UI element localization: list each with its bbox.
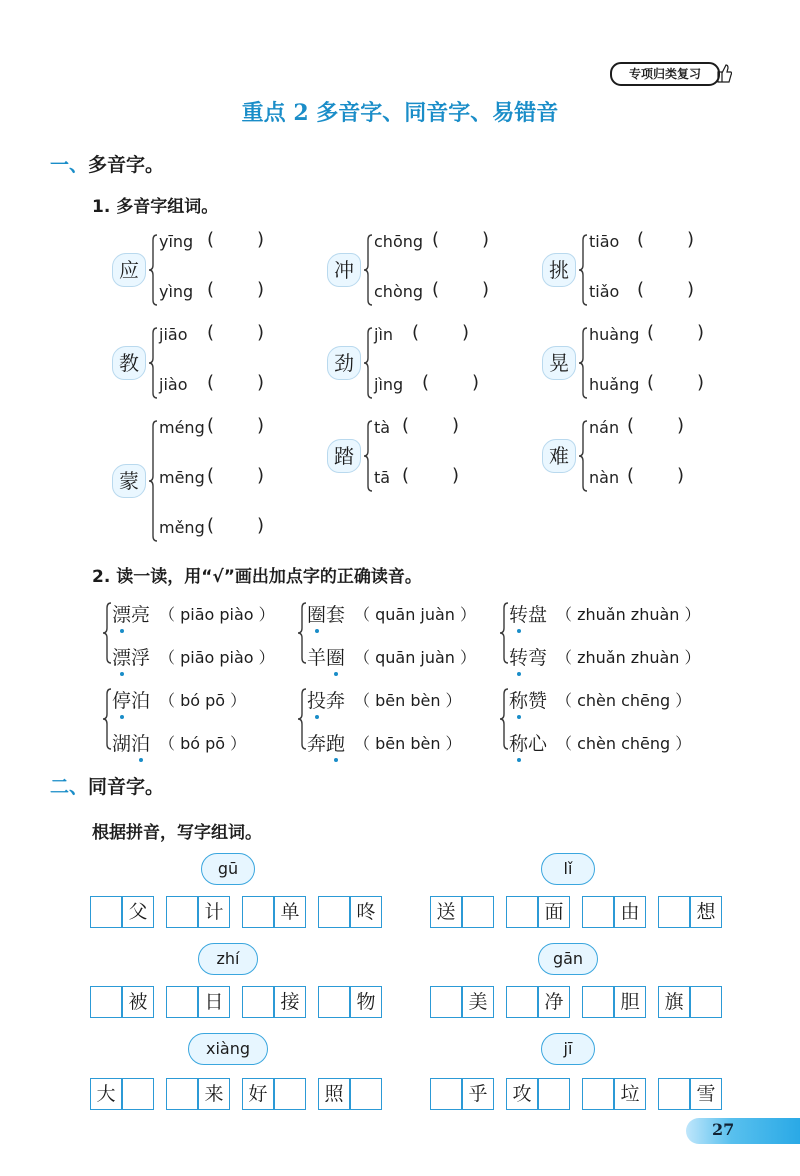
reading-options[interactable]: （ chèn chēng ） — [556, 734, 692, 753]
answer-cell[interactable] — [350, 1078, 382, 1110]
reading-options[interactable]: （ zhuǎn zhuàn ） — [556, 605, 701, 624]
dotted-word — [112, 729, 150, 756]
given-char-cell: 咚 — [350, 896, 382, 928]
dotted-word — [112, 600, 150, 627]
word-char: 浮 — [131, 647, 151, 669]
answer-cell[interactable] — [90, 986, 122, 1018]
pinyin-reading: měng — [159, 518, 205, 537]
answer-cell[interactable] — [462, 896, 494, 928]
brace-icon — [579, 420, 589, 492]
dotted-word — [307, 686, 345, 713]
answer-paren-open: ( — [432, 229, 440, 250]
given-char-cell: 父 — [122, 896, 154, 928]
answer-cell[interactable] — [582, 896, 614, 928]
given-char-cell: 想 — [690, 896, 722, 928]
dotted-char: 圈 — [326, 643, 345, 670]
answer-paren-close: ) — [462, 322, 470, 343]
word-char: 亮 — [131, 604, 151, 626]
brace-icon — [149, 234, 159, 306]
page-number: 27 — [712, 1120, 735, 1139]
thumbs-up-icon — [716, 60, 732, 84]
pinyin-cloud: gū — [201, 853, 255, 885]
answer-cell[interactable] — [242, 896, 274, 928]
pinyin-cloud: xiàng — [188, 1033, 268, 1065]
answer-paren-open: ( — [207, 372, 215, 393]
subsection-1-title: 1. 多音字组词。 — [92, 197, 219, 217]
reading-options[interactable]: （ bēn bèn ） — [354, 691, 462, 710]
answer-cell[interactable] — [318, 896, 350, 928]
reading-options[interactable]: （ zhuǎn zhuàn ） — [556, 648, 701, 667]
pinyin-cloud: gān — [538, 943, 598, 975]
answer-paren-open: ( — [402, 415, 410, 436]
pinyin-reading: yīng — [159, 232, 194, 251]
answer-cell[interactable] — [274, 1078, 306, 1110]
given-char-cell: 雪 — [690, 1078, 722, 1110]
reading-answer[interactable] — [374, 465, 494, 492]
answer-paren-close: ) — [257, 229, 265, 250]
polyphone-char: 难 — [542, 439, 576, 473]
pinyin-reading: nàn — [589, 468, 620, 487]
pinyin-reading: mēng — [159, 468, 205, 487]
answer-paren-close: ) — [257, 415, 265, 436]
answer-paren-open: ( — [207, 229, 215, 250]
answer-paren-open: ( — [432, 279, 440, 300]
reading-answer[interactable] — [589, 279, 709, 306]
answer-paren-close: ) — [687, 229, 695, 250]
answer-paren-open: ( — [207, 415, 215, 436]
answer-paren-close: ) — [257, 515, 265, 536]
pinyin-reading: jiāo — [159, 325, 188, 344]
reading-answer[interactable] — [159, 229, 279, 256]
pinyin-cloud: zhí — [198, 943, 258, 975]
pinyin-reading: tà — [374, 418, 391, 437]
answer-paren-open: ( — [637, 229, 645, 250]
reading-answer[interactable] — [159, 322, 279, 349]
polyphone-char: 晃 — [542, 346, 576, 380]
pinyin-reading: tiāo — [589, 232, 620, 251]
reading-answer[interactable] — [589, 415, 709, 442]
subsection-2-title: 2. 读一读，用“√”画出加点字的正确读音。 — [92, 567, 422, 587]
given-char-cell: 胆 — [614, 986, 646, 1018]
section-2-instruction: 根据拼音，写字组词。 — [92, 823, 262, 843]
dotted-char: 称 — [509, 686, 528, 713]
answer-paren-close: ) — [257, 322, 265, 343]
answer-paren-open: ( — [412, 322, 420, 343]
word-char: 泊 — [131, 690, 151, 712]
reading-options[interactable]: （ quān juàn ） — [354, 605, 477, 624]
polyphone-char: 应 — [112, 253, 146, 287]
pinyin-reading: huǎng — [589, 375, 640, 394]
given-char-cell: 日 — [198, 986, 230, 1018]
given-char-cell: 垃 — [614, 1078, 646, 1110]
answer-cell[interactable] — [166, 986, 198, 1018]
reading-answer[interactable] — [159, 465, 279, 492]
pinyin-reading: méng — [159, 418, 205, 437]
polyphone-char: 蒙 — [112, 464, 146, 498]
given-char-cell: 接 — [274, 986, 306, 1018]
word-char: 羊 — [307, 647, 327, 669]
polyphone-char: 冲 — [327, 253, 361, 287]
dotted-word — [112, 686, 150, 713]
answer-cell[interactable] — [242, 986, 274, 1018]
reading-answer[interactable] — [589, 465, 709, 492]
brace-icon — [579, 327, 589, 399]
word-char: 奔 — [307, 733, 327, 755]
dotted-char: 转 — [509, 600, 528, 627]
dotted-char: 停 — [112, 686, 131, 713]
dotted-char: 跑 — [326, 729, 345, 756]
reading-answer[interactable] — [374, 279, 494, 306]
answer-paren-open: ( — [627, 415, 635, 436]
section-badge: 专项归类复习 — [610, 62, 720, 86]
dotted-word — [509, 729, 547, 756]
given-char-cell: 由 — [614, 896, 646, 928]
dotted-char: 漂 — [112, 600, 131, 627]
dotted-word — [307, 600, 345, 627]
answer-cell[interactable] — [582, 986, 614, 1018]
word-char: 湖 — [112, 733, 132, 755]
given-char-cell: 好 — [242, 1078, 274, 1110]
dotted-word — [112, 643, 150, 670]
dotted-char: 漂 — [112, 643, 131, 670]
given-char-cell: 乎 — [462, 1078, 494, 1110]
word-char: 盘 — [528, 604, 548, 626]
brace-icon — [149, 327, 159, 399]
answer-paren-close: ) — [452, 465, 460, 486]
reading-answer[interactable] — [589, 322, 709, 349]
dotted-char: 投 — [307, 686, 326, 713]
answer-cell[interactable] — [318, 986, 350, 1018]
pinyin-reading: chōng — [374, 232, 424, 251]
pinyin-reading: nán — [589, 418, 620, 437]
answer-paren-open: ( — [207, 322, 215, 343]
polyphone-char: 劲 — [327, 346, 361, 380]
answer-paren-close: ) — [697, 372, 705, 393]
brace-icon — [579, 234, 589, 306]
given-char-cell: 来 — [198, 1078, 230, 1110]
pinyin-reading: jìng — [374, 375, 404, 394]
reading-answer[interactable] — [589, 372, 709, 399]
answer-paren-close: ) — [482, 279, 490, 300]
pinyin-reading: yìng — [159, 282, 194, 301]
answer-cell[interactable] — [658, 1078, 690, 1110]
section-1-number: 一、 — [50, 154, 89, 176]
answer-cell[interactable] — [430, 1078, 462, 1110]
section-1-heading — [50, 150, 164, 177]
pinyin-cloud: lǐ — [541, 853, 595, 885]
reading-options[interactable]: （ chèn chēng ） — [556, 691, 692, 710]
pinyin-reading: huàng — [589, 325, 640, 344]
answer-paren-close: ) — [257, 279, 265, 300]
polyphone-char: 踏 — [327, 439, 361, 473]
word-char: 奔 — [326, 690, 346, 712]
given-char-cell: 大 — [90, 1078, 122, 1110]
pinyin-reading: jiào — [159, 375, 188, 394]
answer-paren-open: ( — [647, 372, 655, 393]
answer-paren-close: ) — [687, 279, 695, 300]
dotted-char: 称 — [509, 729, 528, 756]
dotted-word — [307, 729, 345, 756]
dotted-char: 转 — [509, 643, 528, 670]
answer-paren-open: ( — [422, 372, 430, 393]
brace-icon — [364, 327, 374, 399]
reading-answer[interactable] — [159, 372, 279, 399]
pinyin-reading: chòng — [374, 282, 424, 301]
answer-cell[interactable] — [430, 986, 462, 1018]
reading-answer[interactable] — [374, 372, 494, 399]
reading-options[interactable]: （ bó pō ） — [159, 691, 247, 710]
answer-cell[interactable] — [538, 1078, 570, 1110]
brace-icon — [149, 420, 159, 542]
answer-cell[interactable] — [582, 1078, 614, 1110]
dotted-word — [509, 600, 547, 627]
answer-paren-open: ( — [402, 465, 410, 486]
reading-options[interactable]: （ piāo piào ） — [159, 648, 275, 667]
given-char-cell: 物 — [350, 986, 382, 1018]
answer-paren-open: ( — [627, 465, 635, 486]
given-char-cell: 净 — [538, 986, 570, 1018]
answer-paren-open: ( — [207, 515, 215, 536]
section-2-number: 二、 — [50, 776, 89, 798]
answer-cell[interactable] — [658, 896, 690, 928]
reading-answer[interactable] — [159, 279, 279, 306]
given-char-cell: 面 — [538, 896, 570, 928]
reading-answer[interactable] — [159, 415, 279, 442]
dotted-char: 泊 — [131, 729, 150, 756]
reading-options[interactable]: （ bó pō ） — [159, 734, 247, 753]
given-char-cell: 攻 — [506, 1078, 538, 1110]
given-char-cell: 旗 — [658, 986, 690, 1018]
reading-answer[interactable] — [159, 515, 279, 542]
answer-paren-open: ( — [207, 465, 215, 486]
polyphone-char: 挑 — [542, 253, 576, 287]
answer-paren-close: ) — [697, 322, 705, 343]
reading-answer[interactable] — [589, 229, 709, 256]
given-char-cell: 美 — [462, 986, 494, 1018]
word-char: 套 — [326, 604, 346, 626]
answer-paren-open: ( — [647, 322, 655, 343]
brace-icon — [364, 234, 374, 306]
answer-paren-close: ) — [452, 415, 460, 436]
given-char-cell: 照 — [318, 1078, 350, 1110]
reading-answer[interactable] — [374, 322, 494, 349]
dotted-word — [509, 686, 547, 713]
answer-cell[interactable] — [122, 1078, 154, 1110]
answer-cell[interactable] — [506, 896, 538, 928]
pinyin-cloud: jī — [541, 1033, 595, 1065]
page-number-bar — [686, 1118, 800, 1144]
section-2-heading — [50, 772, 164, 799]
dotted-word — [307, 643, 345, 670]
reading-options[interactable]: （ quān juàn ） — [354, 648, 477, 667]
section-2-title: 同音字。 — [88, 776, 165, 798]
page-title: 重点 2 多音字、同音字、易错音 — [241, 100, 559, 126]
pinyin-reading: tiǎo — [589, 282, 620, 301]
answer-cell[interactable] — [506, 986, 538, 1018]
given-char-cell: 送 — [430, 896, 462, 928]
word-char: 赞 — [528, 690, 548, 712]
word-char: 弯 — [528, 647, 548, 669]
reading-answer[interactable] — [374, 415, 494, 442]
polyphone-char: 教 — [112, 346, 146, 380]
reading-options[interactable]: （ bēn bèn ） — [354, 734, 462, 753]
reading-answer[interactable] — [374, 229, 494, 256]
dotted-char: 圈 — [307, 600, 326, 627]
answer-paren-open: ( — [207, 279, 215, 300]
section-1-title: 多音字。 — [88, 154, 165, 176]
answer-paren-close: ) — [257, 465, 265, 486]
answer-paren-close: ) — [472, 372, 480, 393]
word-char: 心 — [528, 733, 548, 755]
answer-paren-open: ( — [637, 279, 645, 300]
answer-paren-close: ) — [677, 415, 685, 436]
reading-options[interactable]: （ piāo piào ） — [159, 605, 275, 624]
answer-paren-close: ) — [482, 229, 490, 250]
pinyin-reading: jìn — [374, 325, 394, 344]
pinyin-reading: tā — [374, 468, 391, 487]
answer-cell[interactable] — [166, 896, 198, 928]
answer-cell[interactable] — [90, 896, 122, 928]
given-char-cell: 计 — [198, 896, 230, 928]
answer-cell[interactable] — [166, 1078, 198, 1110]
dotted-word — [509, 643, 547, 670]
answer-paren-close: ) — [677, 465, 685, 486]
answer-cell[interactable] — [690, 986, 722, 1018]
given-char-cell: 单 — [274, 896, 306, 928]
brace-icon — [364, 420, 374, 492]
given-char-cell: 被 — [122, 986, 154, 1018]
answer-paren-close: ) — [257, 372, 265, 393]
